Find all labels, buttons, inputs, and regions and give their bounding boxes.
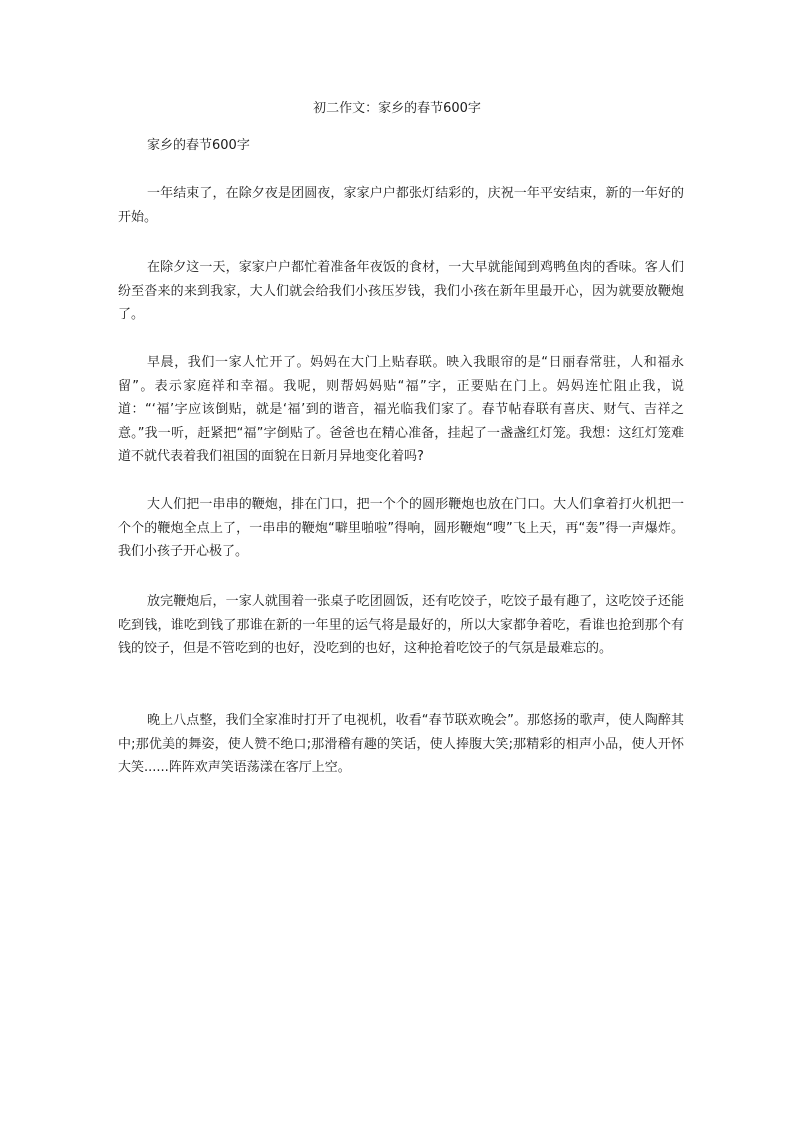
paragraph: 大人们把一串串的鞭炮，排在门口，把一个个的圆形鞭炮也放在门口。大人们拿着打火机把一个个的鞭炮全点上了，一串串的鞭炮“噼里啪啦”得响，圆形鞭炮“嗖”飞上天，再“轰”得一声爆炸。我们小孩子开心极了。 <box>118 497 684 559</box>
paragraph: 放完鞭炮后，一家人就围着一张桌子吃团圆饭，还有吃饺子，吃饺子最有趣了，这吃饺子还能吃到钱，谁吃到钱了那谁在新的一年里的运气将是最好的，所以大家都争着吃，看谁也抢到那个有钱的饺子，但是不管吃到的也好，没吃到的也好，这种抢着吃饺子的气氛是最难忘的。 <box>118 594 684 656</box>
essay-subtitle: 家乡的春节600字 <box>147 138 250 153</box>
paragraph: 早晨，我们一家人忙开了。妈妈在大门上贴春联。映入我眼帘的是“日丽春常驻，人和福永留”。表示家庭祥和幸福。我呢，则帮妈妈贴“福”字，正要贴在门上。妈妈连忙阻止我，说道：“‘福’字应该倒贴，就是‘福’到的谐音，福光临我们家了。春节帖春联有喜庆、财气、吉祥之意。”我一听，赶紧把“福”字倒贴了。爸爸也在精心准备，挂起了一盏盏红灯笼。我想：这红灯笼难道不就代表着我们祖国的面貌在日新月异地变化着吗? <box>118 355 684 464</box>
paragraph: 晚上八点整，我们全家准时打开了电视机，收看“春节联欢晚会”。那悠扬的歌声，使人陶醉其中;那优美的舞姿，使人赞不绝口;那滑稽有趣的笑话，使人捧腹大笑;那精彩的相声小品，使人开怀大笑......阵阵欢声笑语荡漾在客厅上空。 <box>118 713 684 775</box>
paragraph: 在除夕这一天，家家户户都忙着准备年夜饭的食材，一大早就能闻到鸡鸭鱼肉的香味。客人们纷至沓来的来到我家，大人们就会给我们小孩压岁钱，我们小孩在新年里最开心，因为就要放鞭炮了。 <box>118 260 684 322</box>
paragraph: 一年结束了，在除夕夜是团圆夜，家家户户都张灯结彩的，庆祝一年平安结束，新的一年好的开始。 <box>118 186 684 225</box>
document-title: 初二作文：家乡的春节600字 <box>313 101 481 116</box>
